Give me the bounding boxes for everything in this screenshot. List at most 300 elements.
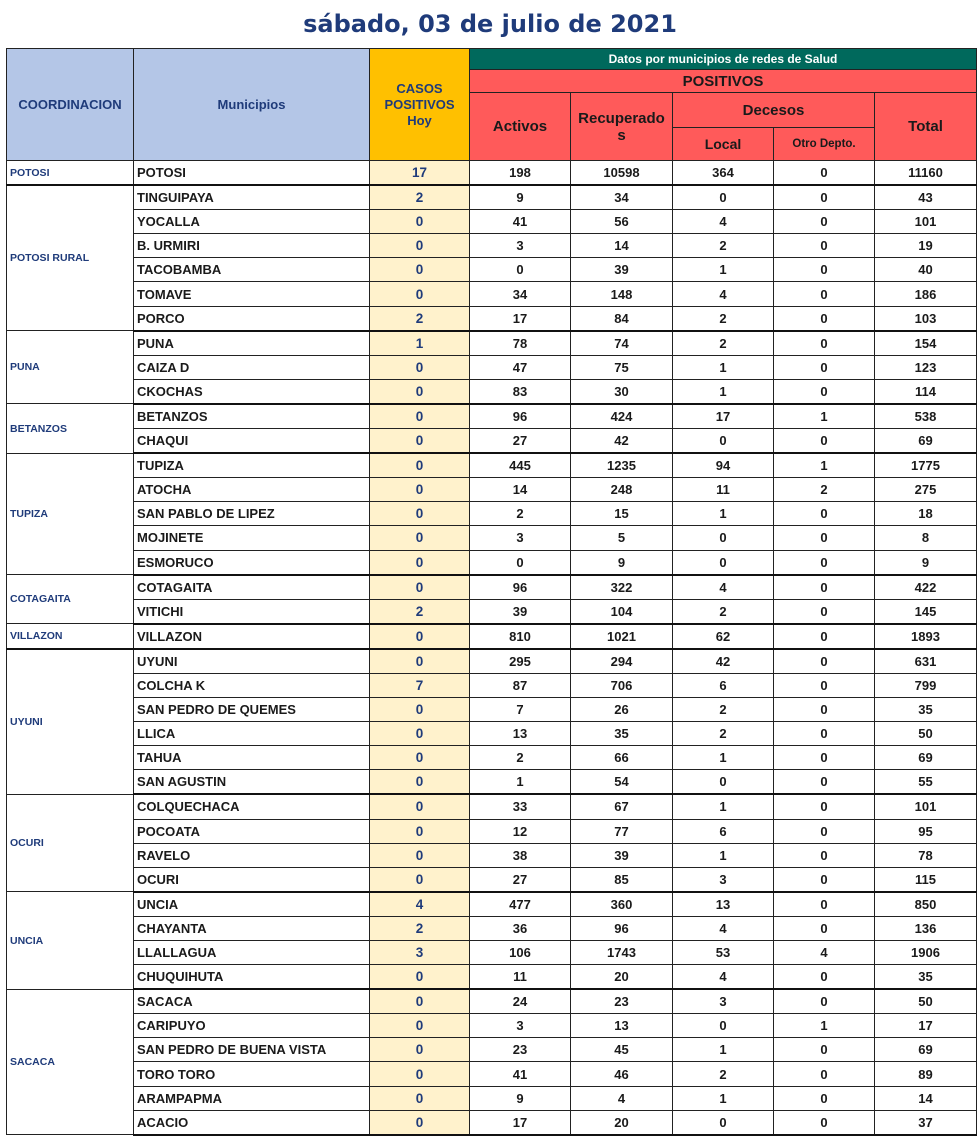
decesos-local-cell: 0 [673, 429, 774, 454]
activos-cell: 83 [470, 379, 571, 404]
activos-cell: 38 [470, 843, 571, 867]
total-cell: 114 [875, 379, 977, 404]
casos-hoy-cell: 7 [370, 673, 470, 697]
decesos-local-cell: 4 [673, 965, 774, 990]
recuperados-cell: 13 [571, 1014, 673, 1038]
header-recuperados [571, 93, 673, 161]
decesos-otro-cell: 0 [774, 843, 875, 867]
municipio-cell: SAN PEDRO DE QUEMES [134, 698, 370, 722]
municipio-cell: CHAYANTA [134, 916, 370, 940]
activos-cell: 14 [470, 478, 571, 502]
decesos-otro-cell: 0 [774, 234, 875, 258]
municipio-cell: OCURI [134, 867, 370, 892]
page-title: sábado, 03 de julio de 2021 [303, 10, 677, 38]
decesos-local-cell: 2 [673, 234, 774, 258]
total-cell: 89 [875, 1062, 977, 1086]
casos-hoy-cell: 0 [370, 1086, 470, 1110]
casos-hoy-cell: 0 [370, 1014, 470, 1038]
recuperados-cell: 74 [571, 331, 673, 356]
casos-hoy-cell: 0 [370, 722, 470, 746]
total-cell: 37 [875, 1110, 977, 1135]
decesos-otro-cell: 0 [774, 770, 875, 795]
recuperados-cell: 23 [571, 989, 673, 1014]
decesos-local-cell: 4 [673, 575, 774, 600]
casos-hoy-cell: 0 [370, 282, 470, 306]
decesos-otro-cell: 0 [774, 698, 875, 722]
municipio-cell: CKOCHAS [134, 379, 370, 404]
decesos-otro-cell: 0 [774, 550, 875, 575]
total-cell: 18 [875, 502, 977, 526]
casos-hoy-cell: 3 [370, 941, 470, 965]
casos-hoy-cell: 0 [370, 698, 470, 722]
table-row [7, 234, 977, 258]
municipio-cell: PORCO [134, 306, 370, 331]
casos-hoy-cell: 2 [370, 306, 470, 331]
total-cell: 17 [875, 1014, 977, 1038]
decesos-otro-cell: 0 [774, 794, 875, 819]
municipio-cell: VILLAZON [134, 624, 370, 649]
recuperados-cell: 1743 [571, 941, 673, 965]
table-row [7, 478, 977, 502]
header-activos: Activos [470, 93, 571, 161]
recuperados-cell: 248 [571, 478, 673, 502]
header-municipios: Municipios [134, 49, 370, 161]
recuperados-cell: 15 [571, 502, 673, 526]
activos-cell: 3 [470, 234, 571, 258]
header-casos-line: CASOS [396, 80, 443, 96]
decesos-local-cell: 1 [673, 355, 774, 379]
casos-hoy-cell: 4 [370, 892, 470, 917]
decesos-otro-cell: 0 [774, 867, 875, 892]
decesos-local-cell: 1 [673, 502, 774, 526]
decesos-otro-cell: 0 [774, 599, 875, 624]
activos-cell: 41 [470, 1062, 571, 1086]
decesos-local-cell: 3 [673, 989, 774, 1014]
coordinacion-cell: SACACA [7, 989, 134, 1135]
recuperados-cell: 39 [571, 258, 673, 282]
decesos-local-cell: 0 [673, 526, 774, 550]
municipio-cell: PUNA [134, 331, 370, 356]
casos-hoy-cell: 0 [370, 867, 470, 892]
municipio-cell: CAIZA D [134, 355, 370, 379]
header-recuperados-line2: s [617, 126, 626, 144]
casos-hoy-cell: 0 [370, 965, 470, 990]
municipio-cell: ATOCHA [134, 478, 370, 502]
activos-cell: 47 [470, 355, 571, 379]
header-positivos-line: POSITIVOS [384, 96, 455, 112]
total-cell: 1906 [875, 941, 977, 965]
coordinacion-cell: COTAGAITA [7, 575, 134, 624]
header-positivos: POSITIVOS [470, 70, 977, 93]
activos-cell: 87 [470, 673, 571, 697]
activos-cell: 17 [470, 306, 571, 331]
municipio-cell: TORO TORO [134, 1062, 370, 1086]
decesos-local-cell: 4 [673, 916, 774, 940]
municipio-cell: MOJINETE [134, 526, 370, 550]
decesos-otro-cell: 0 [774, 258, 875, 282]
total-cell: 123 [875, 355, 977, 379]
decesos-otro-cell: 0 [774, 575, 875, 600]
activos-cell: 11 [470, 965, 571, 990]
recuperados-cell: 77 [571, 819, 673, 843]
table-row [7, 161, 977, 186]
total-cell: 11160 [875, 161, 977, 186]
table-row [7, 746, 977, 770]
total-cell: 19 [875, 234, 977, 258]
table-row [7, 722, 977, 746]
casos-hoy-cell: 0 [370, 478, 470, 502]
decesos-local-cell: 4 [673, 210, 774, 234]
total-cell: 43 [875, 185, 977, 210]
total-cell: 8 [875, 526, 977, 550]
activos-cell: 0 [470, 258, 571, 282]
decesos-local-cell: 1 [673, 746, 774, 770]
recuperados-cell: 14 [571, 234, 673, 258]
decesos-otro-cell: 2 [774, 478, 875, 502]
table-row [7, 1062, 977, 1086]
activos-cell: 295 [470, 649, 571, 674]
recuperados-cell: 360 [571, 892, 673, 917]
recuperados-cell: 45 [571, 1038, 673, 1062]
decesos-local-cell: 1 [673, 1086, 774, 1110]
casos-hoy-cell: 2 [370, 599, 470, 624]
decesos-local-cell: 62 [673, 624, 774, 649]
activos-cell: 39 [470, 599, 571, 624]
municipio-cell: SACACA [134, 989, 370, 1014]
decesos-otro-cell: 0 [774, 1038, 875, 1062]
total-cell: 275 [875, 478, 977, 502]
table-row [7, 210, 977, 234]
municipio-cell: RAVELO [134, 843, 370, 867]
casos-hoy-cell: 0 [370, 453, 470, 478]
municipio-cell: UYUNI [134, 649, 370, 674]
total-cell: 631 [875, 649, 977, 674]
activos-cell: 17 [470, 1110, 571, 1135]
activos-cell: 33 [470, 794, 571, 819]
recuperados-cell: 1235 [571, 453, 673, 478]
decesos-local-cell: 6 [673, 673, 774, 697]
activos-cell: 9 [470, 185, 571, 210]
decesos-local-cell: 11 [673, 478, 774, 502]
coordinacion-cell: OCURI [7, 794, 134, 891]
decesos-local-cell: 2 [673, 599, 774, 624]
table-row [7, 819, 977, 843]
casos-hoy-cell: 0 [370, 649, 470, 674]
municipio-cell: TUPIZA [134, 453, 370, 478]
total-cell: 103 [875, 306, 977, 331]
table-row [7, 306, 977, 331]
recuperados-cell: 67 [571, 794, 673, 819]
table-row [7, 770, 977, 795]
decesos-local-cell: 42 [673, 649, 774, 674]
decesos-local-cell: 0 [673, 1014, 774, 1038]
table-row [7, 550, 977, 575]
casos-hoy-cell: 0 [370, 379, 470, 404]
header-otro-depto: Otro Depto. [774, 128, 875, 161]
total-cell: 35 [875, 698, 977, 722]
recuperados-cell: 706 [571, 673, 673, 697]
table-row [7, 698, 977, 722]
total-cell: 850 [875, 892, 977, 917]
recuperados-cell: 20 [571, 965, 673, 990]
activos-cell: 36 [470, 916, 571, 940]
municipio-cell: SAN PEDRO DE BUENA VISTA [134, 1038, 370, 1062]
decesos-local-cell: 364 [673, 161, 774, 186]
municipio-cell: TINGUIPAYA [134, 185, 370, 210]
total-cell: 69 [875, 1038, 977, 1062]
total-cell: 101 [875, 794, 977, 819]
table-row [7, 941, 977, 965]
decesos-local-cell: 3 [673, 867, 774, 892]
coordinacion-cell: UNCIA [7, 892, 134, 989]
activos-cell: 96 [470, 404, 571, 429]
municipio-cell: ACACIO [134, 1110, 370, 1135]
recuperados-cell: 148 [571, 282, 673, 306]
activos-cell: 198 [470, 161, 571, 186]
activos-cell: 9 [470, 1086, 571, 1110]
casos-hoy-cell: 0 [370, 1062, 470, 1086]
decesos-local-cell: 2 [673, 306, 774, 331]
total-cell: 35 [875, 965, 977, 990]
table-row [7, 624, 977, 649]
decesos-otro-cell: 0 [774, 965, 875, 990]
activos-cell: 23 [470, 1038, 571, 1062]
header-coordinacion: COORDINACION [7, 49, 134, 161]
activos-cell: 1 [470, 770, 571, 795]
activos-cell: 445 [470, 453, 571, 478]
header-total: Total [875, 93, 977, 161]
recuperados-cell: 10598 [571, 161, 673, 186]
municipio-cell: SAN PABLO DE LIPEZ [134, 502, 370, 526]
table-row [7, 258, 977, 282]
municipio-cell: CHUQUIHUTA [134, 965, 370, 990]
activos-cell: 96 [470, 575, 571, 600]
municipio-cell: LLALLAGUA [134, 941, 370, 965]
casos-hoy-cell: 0 [370, 258, 470, 282]
activos-cell: 27 [470, 429, 571, 454]
municipio-cell: CARIPUYO [134, 1014, 370, 1038]
municipio-cell: B. URMIRI [134, 234, 370, 258]
total-cell: 538 [875, 404, 977, 429]
decesos-otro-cell: 0 [774, 379, 875, 404]
decesos-otro-cell: 0 [774, 306, 875, 331]
recuperados-cell: 34 [571, 185, 673, 210]
coordinacion-cell: TUPIZA [7, 453, 134, 574]
casos-hoy-cell: 17 [370, 161, 470, 186]
header-decesos: Decesos [673, 93, 875, 128]
coordinacion-cell: UYUNI [7, 649, 134, 795]
header-local: Local [673, 128, 774, 161]
recuperados-cell: 56 [571, 210, 673, 234]
decesos-local-cell: 94 [673, 453, 774, 478]
decesos-local-cell: 1 [673, 1038, 774, 1062]
total-cell: 154 [875, 331, 977, 356]
casos-hoy-cell: 0 [370, 234, 470, 258]
activos-cell: 2 [470, 502, 571, 526]
casos-hoy-cell: 2 [370, 185, 470, 210]
decesos-otro-cell: 0 [774, 1086, 875, 1110]
municipio-cell: ARAMPAPMA [134, 1086, 370, 1110]
municipio-cell: TAHUA [134, 746, 370, 770]
decesos-local-cell: 13 [673, 892, 774, 917]
decesos-otro-cell: 0 [774, 429, 875, 454]
coordinacion-cell: POTOSI [7, 161, 134, 186]
decesos-otro-cell: 0 [774, 722, 875, 746]
decesos-local-cell: 0 [673, 550, 774, 575]
activos-cell: 3 [470, 526, 571, 550]
decesos-otro-cell: 0 [774, 1062, 875, 1086]
recuperados-cell: 20 [571, 1110, 673, 1135]
decesos-local-cell: 0 [673, 1110, 774, 1135]
casos-hoy-cell: 0 [370, 1038, 470, 1062]
table-row [7, 1038, 977, 1062]
decesos-local-cell: 2 [673, 1062, 774, 1086]
table-row [7, 453, 977, 478]
table-row [7, 649, 977, 674]
decesos-local-cell: 2 [673, 722, 774, 746]
municipio-cell: POCOATA [134, 819, 370, 843]
decesos-otro-cell: 1 [774, 404, 875, 429]
casos-hoy-cell: 0 [370, 989, 470, 1014]
decesos-local-cell: 6 [673, 819, 774, 843]
coordinacion-cell: PUNA [7, 331, 134, 404]
table-row [7, 989, 977, 1014]
table-body [7, 161, 977, 1135]
decesos-otro-cell: 0 [774, 989, 875, 1014]
recuperados-cell: 322 [571, 575, 673, 600]
municipio-cell: ESMORUCO [134, 550, 370, 575]
activos-cell: 27 [470, 867, 571, 892]
municipio-cell: COLCHA K [134, 673, 370, 697]
casos-hoy-cell: 0 [370, 429, 470, 454]
recuperados-cell: 54 [571, 770, 673, 795]
casos-hoy-cell: 0 [370, 210, 470, 234]
table-row [7, 404, 977, 429]
activos-cell: 78 [470, 331, 571, 356]
total-cell: 136 [875, 916, 977, 940]
table-row [7, 1086, 977, 1110]
municipio-cell: POTOSI [134, 161, 370, 186]
decesos-otro-cell: 0 [774, 282, 875, 306]
decesos-otro-cell: 0 [774, 355, 875, 379]
recuperados-cell: 46 [571, 1062, 673, 1086]
header-hoy-line: Hoy [407, 112, 432, 128]
municipio-cell: COTAGAITA [134, 575, 370, 600]
municipio-cell: VITICHI [134, 599, 370, 624]
coordinacion-cell: POTOSI RURAL [7, 185, 134, 331]
recuperados-cell: 424 [571, 404, 673, 429]
activos-cell: 34 [470, 282, 571, 306]
recuperados-cell: 294 [571, 649, 673, 674]
table-row [7, 843, 977, 867]
table-row [7, 794, 977, 819]
casos-hoy-cell: 0 [370, 1110, 470, 1135]
municipio-cell: YOCALLA [134, 210, 370, 234]
municipio-cell: LLICA [134, 722, 370, 746]
table-row [7, 916, 977, 940]
decesos-otro-cell: 0 [774, 331, 875, 356]
activos-cell: 3 [470, 1014, 571, 1038]
header-datos: Datos por municipios de redes de Salud [470, 49, 977, 70]
casos-hoy-cell: 0 [370, 624, 470, 649]
decesos-otro-cell: 0 [774, 1110, 875, 1135]
total-cell: 69 [875, 429, 977, 454]
casos-hoy-cell: 0 [370, 404, 470, 429]
coordinacion-cell: VILLAZON [7, 624, 134, 649]
municipio-cell: COLQUECHACA [134, 794, 370, 819]
total-cell: 1775 [875, 453, 977, 478]
recuperados-cell: 26 [571, 698, 673, 722]
table-row [7, 965, 977, 990]
decesos-local-cell: 0 [673, 770, 774, 795]
recuperados-cell: 5 [571, 526, 673, 550]
casos-hoy-cell: 0 [370, 794, 470, 819]
total-cell: 799 [875, 673, 977, 697]
decesos-local-cell: 1 [673, 379, 774, 404]
table-row [7, 331, 977, 356]
total-cell: 50 [875, 989, 977, 1014]
total-cell: 422 [875, 575, 977, 600]
decesos-otro-cell: 4 [774, 941, 875, 965]
decesos-otro-cell: 1 [774, 453, 875, 478]
activos-cell: 106 [470, 941, 571, 965]
casos-hoy-cell: 0 [370, 526, 470, 550]
decesos-otro-cell: 0 [774, 502, 875, 526]
table-row [7, 185, 977, 210]
header-recuperados-line1: Recuperado [578, 109, 665, 127]
decesos-otro-cell: 0 [774, 819, 875, 843]
table-row [7, 429, 977, 454]
recuperados-cell: 35 [571, 722, 673, 746]
total-cell: 95 [875, 819, 977, 843]
decesos-otro-cell: 0 [774, 624, 875, 649]
decesos-local-cell: 1 [673, 794, 774, 819]
activos-cell: 0 [470, 550, 571, 575]
table-row [7, 379, 977, 404]
decesos-otro-cell: 1 [774, 1014, 875, 1038]
activos-cell: 41 [470, 210, 571, 234]
recuperados-cell: 96 [571, 916, 673, 940]
table-row [7, 575, 977, 600]
casos-hoy-cell: 0 [370, 355, 470, 379]
total-cell: 101 [875, 210, 977, 234]
table-row [7, 892, 977, 917]
casos-hoy-cell: 1 [370, 331, 470, 356]
municipio-cell: BETANZOS [134, 404, 370, 429]
casos-hoy-cell: 0 [370, 843, 470, 867]
total-cell: 186 [875, 282, 977, 306]
decesos-local-cell: 2 [673, 698, 774, 722]
decesos-otro-cell: 0 [774, 746, 875, 770]
decesos-local-cell: 2 [673, 331, 774, 356]
recuperados-cell: 66 [571, 746, 673, 770]
recuperados-cell: 4 [571, 1086, 673, 1110]
activos-cell: 7 [470, 698, 571, 722]
casos-hoy-cell: 0 [370, 575, 470, 600]
activos-cell: 477 [470, 892, 571, 917]
recuperados-cell: 75 [571, 355, 673, 379]
casos-hoy-cell: 0 [370, 770, 470, 795]
total-cell: 14 [875, 1086, 977, 1110]
recuperados-cell: 85 [571, 867, 673, 892]
total-cell: 55 [875, 770, 977, 795]
header-casos-positivos-hoy [370, 49, 470, 161]
decesos-otro-cell: 0 [774, 161, 875, 186]
decesos-otro-cell: 0 [774, 892, 875, 917]
recuperados-cell: 30 [571, 379, 673, 404]
municipio-cell: CHAQUI [134, 429, 370, 454]
recuperados-cell: 84 [571, 306, 673, 331]
